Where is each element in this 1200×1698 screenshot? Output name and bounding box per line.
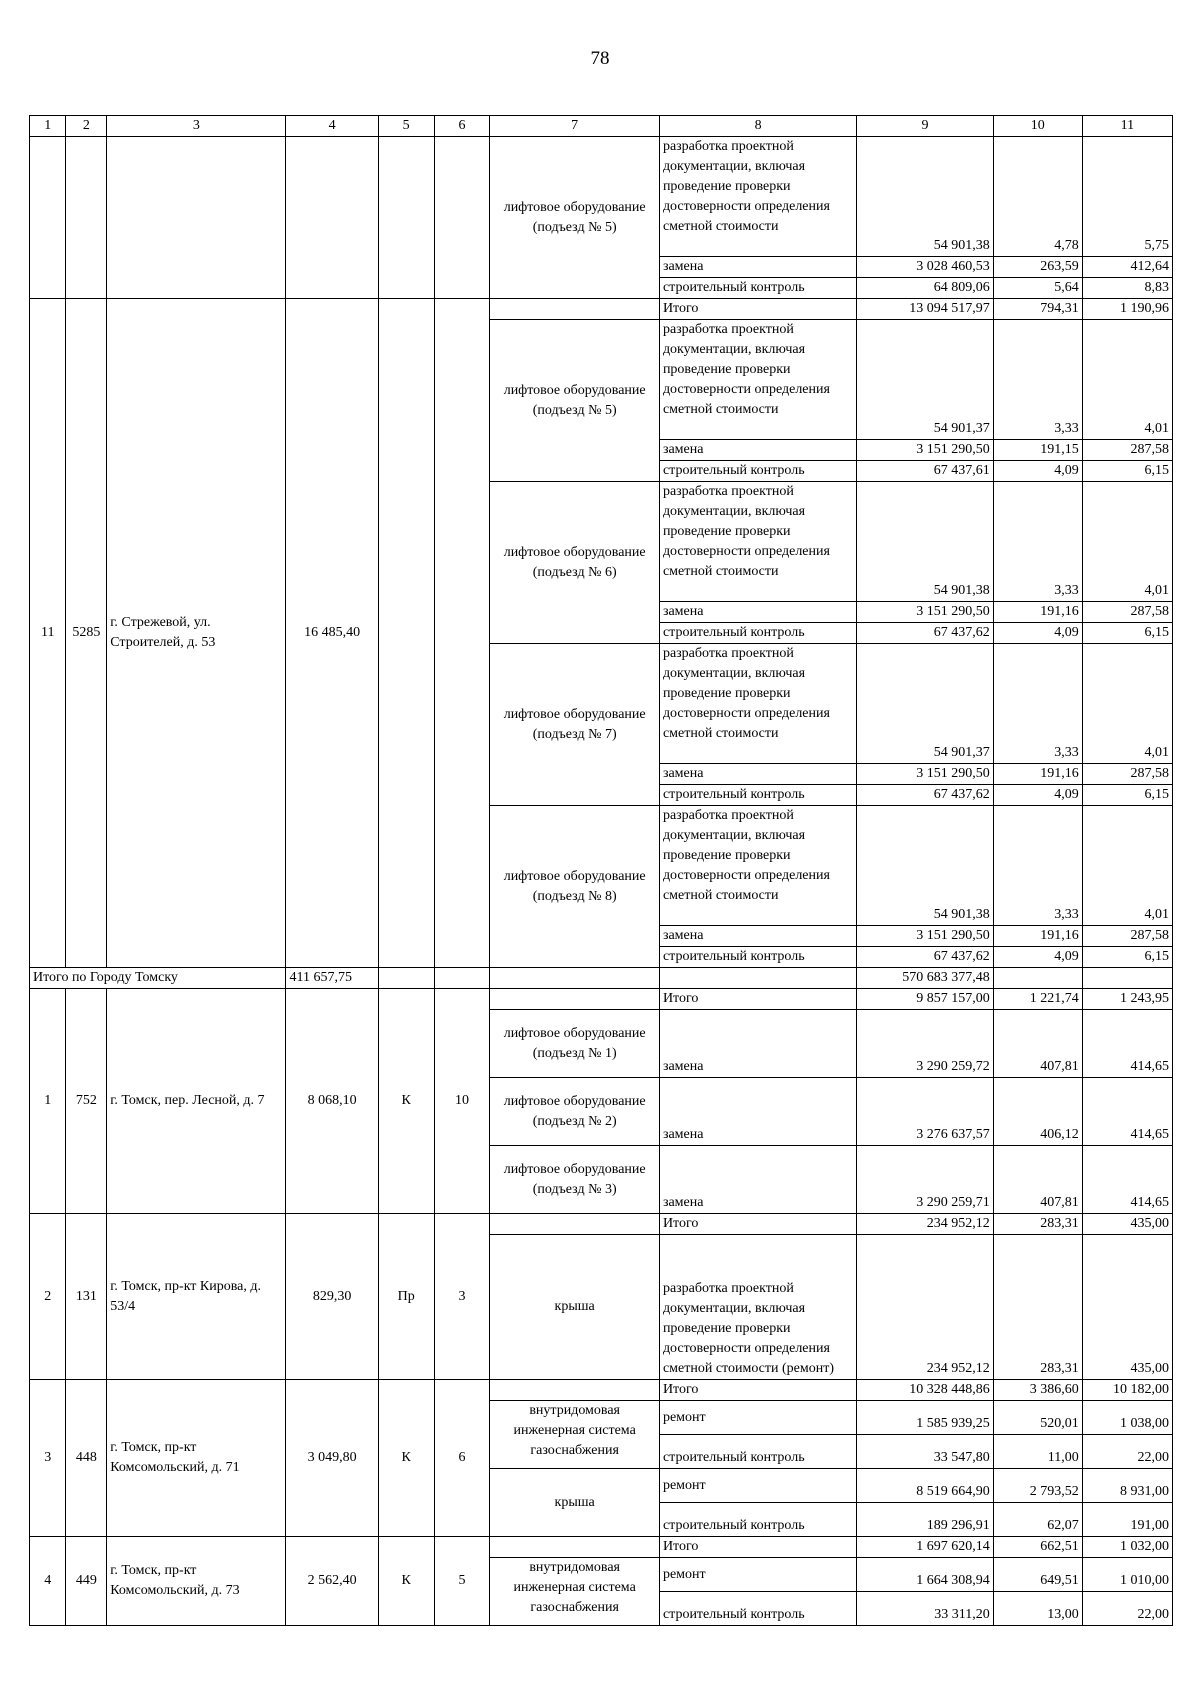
- cost-per-area-cell: 191,16: [993, 602, 1082, 623]
- work-cell: замена: [659, 926, 856, 947]
- header-cell: 7: [490, 116, 660, 137]
- house-code-cell: 448: [66, 1380, 107, 1537]
- work-cell: строительный контроль: [659, 1592, 856, 1626]
- work-cell: строительный контроль: [659, 461, 856, 482]
- cost-cell: 67 437,62: [857, 785, 993, 806]
- work-cell: замена: [659, 1010, 856, 1078]
- cost-per-area-cell: 5,64: [993, 278, 1082, 299]
- empty-cell: [66, 137, 107, 299]
- cost-cell: 3 151 290,50: [857, 440, 993, 461]
- cost-per-area-cell: 4,09: [993, 785, 1082, 806]
- cost-cell: 54 901,37: [857, 320, 993, 440]
- element-cell: лифтовое оборудование (подъезд № 7): [490, 644, 660, 806]
- cost-cell: 1 585 939,25: [857, 1401, 993, 1435]
- cost-cell: 54 901,38: [857, 806, 993, 926]
- element-cell: лифтовое оборудование (подъезд № 6): [490, 482, 660, 644]
- cost-cell: 10 328 448,86: [857, 1380, 993, 1401]
- header-cell: 1: [30, 116, 66, 137]
- house-code-cell: 5285: [66, 299, 107, 968]
- cost-limit-cell: 6,15: [1082, 623, 1172, 644]
- address-cell: г. Томск, пр-кт Кирова, д. 53/4: [107, 1214, 286, 1380]
- cost-limit-cell: 1 032,00: [1082, 1537, 1172, 1558]
- cost-limit-cell: 191,00: [1082, 1503, 1172, 1537]
- table-row: [30, 299, 1173, 320]
- empty-cell: [490, 1380, 660, 1401]
- cost-per-area-cell: 649,51: [993, 1558, 1082, 1592]
- cost-cell: 3 276 637,57: [857, 1078, 993, 1146]
- wall-type-cell: К: [378, 1537, 434, 1626]
- header-cell: 8: [659, 116, 856, 137]
- cost-cell: 3 151 290,50: [857, 764, 993, 785]
- work-cell: замена: [659, 602, 856, 623]
- work-cell: строительный контроль: [659, 785, 856, 806]
- cost-limit-cell: 287,58: [1082, 764, 1172, 785]
- floors-cell: 5: [434, 1537, 490, 1626]
- table-row: [30, 137, 1173, 257]
- cost-cell: 54 901,38: [857, 482, 993, 602]
- cost-per-area-cell: 3,33: [993, 806, 1082, 926]
- city-total-sum: 570 683 377,48: [857, 968, 993, 989]
- work-cell: строительный контроль: [659, 278, 856, 299]
- element-cell: лифтовое оборудование (подъезд № 5): [490, 137, 660, 299]
- work-cell: замена: [659, 440, 856, 461]
- work-cell: Итого: [659, 1537, 856, 1558]
- table-row: [30, 989, 1173, 1010]
- cost-limit-cell: 22,00: [1082, 1435, 1172, 1469]
- empty-cell: [1082, 968, 1172, 989]
- house-code-cell: 752: [66, 989, 107, 1214]
- cost-limit-cell: 6,15: [1082, 461, 1172, 482]
- cost-cell: 9 857 157,00: [857, 989, 993, 1010]
- wall-type-cell: К: [378, 989, 434, 1214]
- city-total-area: 411 657,75: [286, 968, 378, 989]
- table-row: [30, 1214, 1173, 1235]
- cost-limit-cell: 412,64: [1082, 257, 1172, 278]
- cost-per-area-cell: 3 386,60: [993, 1380, 1082, 1401]
- element-cell: лифтовое оборудование (подъезд № 2): [490, 1078, 660, 1146]
- cost-per-area-cell: 4,78: [993, 137, 1082, 257]
- address-cell: г. Томск, пр-кт Комсомольский, д. 73: [107, 1537, 286, 1626]
- header-cell: 4: [286, 116, 378, 137]
- empty-cell: [434, 137, 490, 299]
- house-code-cell: 131: [66, 1214, 107, 1380]
- work-cell: разработка проектной документации, включая проведение проверки достоверности определения сметной стоимости: [659, 137, 856, 257]
- wall-type-cell: Пр: [378, 1214, 434, 1380]
- cost-limit-cell: 6,15: [1082, 785, 1172, 806]
- work-cell: Итого: [659, 989, 856, 1010]
- cost-limit-cell: 1 038,00: [1082, 1401, 1172, 1435]
- row-number-cell: 11: [30, 299, 66, 968]
- work-cell: ремонт: [659, 1558, 856, 1592]
- work-cell: строительный контроль: [659, 623, 856, 644]
- row-number-cell: 2: [30, 1214, 66, 1380]
- cost-limit-cell: 6,15: [1082, 947, 1172, 968]
- cost-per-area-cell: 4,09: [993, 947, 1082, 968]
- cost-limit-cell: 22,00: [1082, 1592, 1172, 1626]
- header-cell: 9: [857, 116, 993, 137]
- address-cell: г. Стрежевой, ул. Строителей, д. 53: [107, 299, 286, 968]
- empty-cell: [490, 989, 660, 1010]
- cost-cell: 234 952,12: [857, 1235, 993, 1380]
- work-cell: замена: [659, 1078, 856, 1146]
- cost-cell: 13 094 517,97: [857, 299, 993, 320]
- cost-per-area-cell: 13,00: [993, 1592, 1082, 1626]
- area-cell: 829,30: [286, 1214, 378, 1380]
- cost-cell: 3 290 259,71: [857, 1146, 993, 1214]
- cost-per-area-cell: 62,07: [993, 1503, 1082, 1537]
- cost-limit-cell: 4,01: [1082, 320, 1172, 440]
- cost-limit-cell: 435,00: [1082, 1214, 1172, 1235]
- cost-limit-cell: 10 182,00: [1082, 1380, 1172, 1401]
- capital-repair-table: [29, 115, 1173, 1626]
- area-cell: 2 562,40: [286, 1537, 378, 1626]
- header-cell: 3: [107, 116, 286, 137]
- work-cell: замена: [659, 1146, 856, 1214]
- work-cell: разработка проектной документации, включая проведение проверки достоверности определения сметной стоимости (ремонт): [659, 1235, 856, 1380]
- cost-limit-cell: 5,75: [1082, 137, 1172, 257]
- work-cell: Итого: [659, 1380, 856, 1401]
- work-cell: разработка проектной документации, включая проведение проверки достоверности определения сметной стоимости: [659, 482, 856, 602]
- cost-cell: 54 901,37: [857, 644, 993, 764]
- element-cell: крыша: [490, 1235, 660, 1380]
- cost-per-area-cell: 662,51: [993, 1537, 1082, 1558]
- empty-cell: [30, 137, 66, 299]
- empty-cell: [659, 968, 856, 989]
- area-cell: 8 068,10: [286, 989, 378, 1214]
- cost-per-area-cell: 191,16: [993, 926, 1082, 947]
- house-code-cell: 449: [66, 1537, 107, 1626]
- cost-per-area-cell: 283,31: [993, 1235, 1082, 1380]
- cost-limit-cell: 287,58: [1082, 602, 1172, 623]
- work-cell: строительный контроль: [659, 1503, 856, 1537]
- element-cell: внутридомовая инженерная система газоснабжения: [490, 1401, 660, 1469]
- cost-cell: 54 901,38: [857, 137, 993, 257]
- wall-type-cell: К: [378, 1380, 434, 1537]
- empty-cell: [378, 968, 434, 989]
- city-total-label: Итого по Городу Томску: [30, 968, 286, 989]
- empty-cell: [490, 968, 660, 989]
- page-number: 78: [590, 48, 610, 69]
- area-cell: 16 485,40: [286, 299, 378, 968]
- cost-per-area-cell: 263,59: [993, 257, 1082, 278]
- cost-cell: 8 519 664,90: [857, 1469, 993, 1503]
- cost-cell: 3 151 290,50: [857, 926, 993, 947]
- work-cell: строительный контроль: [659, 947, 856, 968]
- table-row: [30, 1380, 1173, 1401]
- empty-cell: [490, 1537, 660, 1558]
- cost-per-area-cell: 520,01: [993, 1401, 1082, 1435]
- floors-cell: 10: [434, 989, 490, 1214]
- cost-cell: 33 547,80: [857, 1435, 993, 1469]
- empty-cell: [378, 137, 434, 299]
- work-cell: ремонт: [659, 1401, 856, 1435]
- cost-per-area-cell: 191,15: [993, 440, 1082, 461]
- area-cell: 3 049,80: [286, 1380, 378, 1537]
- cost-cell: 67 437,61: [857, 461, 993, 482]
- header-cell: 11: [1082, 116, 1172, 137]
- cost-per-area-cell: 794,31: [993, 299, 1082, 320]
- cost-per-area-cell: 3,33: [993, 320, 1082, 440]
- cost-limit-cell: 4,01: [1082, 482, 1172, 602]
- header-row: [30, 116, 1173, 137]
- cost-limit-cell: 1 243,95: [1082, 989, 1172, 1010]
- cost-per-area-cell: 4,09: [993, 461, 1082, 482]
- address-cell: г. Томск, пер. Лесной, д. 7: [107, 989, 286, 1214]
- empty-cell: [490, 1214, 660, 1235]
- empty-cell: [993, 968, 1082, 989]
- cost-limit-cell: 1 190,96: [1082, 299, 1172, 320]
- cost-cell: 33 311,20: [857, 1592, 993, 1626]
- element-cell: крыша: [490, 1469, 660, 1537]
- cost-limit-cell: 414,65: [1082, 1010, 1172, 1078]
- header-cell: 5: [378, 116, 434, 137]
- element-cell: лифтовое оборудование (подъезд № 8): [490, 806, 660, 968]
- row-number-cell: 1: [30, 989, 66, 1214]
- cost-cell: 3 028 460,53: [857, 257, 993, 278]
- cost-cell: 189 296,91: [857, 1503, 993, 1537]
- cost-cell: 67 437,62: [857, 947, 993, 968]
- table-row: [30, 1537, 1173, 1558]
- address-cell: г. Томск, пр-кт Комсомольский, д. 71: [107, 1380, 286, 1537]
- work-cell: замена: [659, 764, 856, 785]
- element-cell: внутридомовая инженерная система газоснабжения: [490, 1558, 660, 1626]
- work-cell: ремонт: [659, 1469, 856, 1503]
- element-cell: лифтовое оборудование (подъезд № 5): [490, 320, 660, 482]
- floors-cell: 6: [434, 1380, 490, 1537]
- cost-limit-cell: 8 931,00: [1082, 1469, 1172, 1503]
- empty-cell: [434, 299, 490, 968]
- cost-per-area-cell: 3,33: [993, 482, 1082, 602]
- empty-cell: [286, 137, 378, 299]
- work-cell: разработка проектной документации, включая проведение проверки достоверности определения сметной стоимости: [659, 644, 856, 764]
- cost-limit-cell: 414,65: [1082, 1078, 1172, 1146]
- cost-cell: 3 290 259,72: [857, 1010, 993, 1078]
- work-cell: Итого: [659, 299, 856, 320]
- cost-limit-cell: 287,58: [1082, 440, 1172, 461]
- element-cell: лифтовое оборудование (подъезд № 3): [490, 1146, 660, 1214]
- city-total-row: [30, 968, 1173, 989]
- cost-cell: 67 437,62: [857, 623, 993, 644]
- cost-limit-cell: 1 010,00: [1082, 1558, 1172, 1592]
- work-cell: разработка проектной документации, включая проведение проверки достоверности определения сметной стоимости: [659, 806, 856, 926]
- empty-cell: [378, 299, 434, 968]
- empty-cell: [434, 968, 490, 989]
- header-cell: 6: [434, 116, 490, 137]
- cost-per-area-cell: 283,31: [993, 1214, 1082, 1235]
- cost-per-area-cell: 407,81: [993, 1010, 1082, 1078]
- cost-per-area-cell: 407,81: [993, 1146, 1082, 1214]
- cost-per-area-cell: 406,12: [993, 1078, 1082, 1146]
- element-cell: лифтовое оборудование (подъезд № 1): [490, 1010, 660, 1078]
- cost-limit-cell: 4,01: [1082, 644, 1172, 764]
- cost-cell: 3 151 290,50: [857, 602, 993, 623]
- cost-cell: 234 952,12: [857, 1214, 993, 1235]
- empty-cell: [490, 299, 660, 320]
- work-cell: строительный контроль: [659, 1435, 856, 1469]
- cost-per-area-cell: 1 221,74: [993, 989, 1082, 1010]
- row-number-cell: 3: [30, 1380, 66, 1537]
- empty-cell: [107, 137, 286, 299]
- cost-per-area-cell: 4,09: [993, 623, 1082, 644]
- row-number-cell: 4: [30, 1537, 66, 1626]
- work-cell: разработка проектной документации, включая проведение проверки достоверности определения сметной стоимости: [659, 320, 856, 440]
- header-cell: 2: [66, 116, 107, 137]
- cost-per-area-cell: 3,33: [993, 644, 1082, 764]
- cost-limit-cell: 4,01: [1082, 806, 1172, 926]
- floors-cell: 3: [434, 1214, 490, 1380]
- header-cell: 10: [993, 116, 1082, 137]
- work-cell: замена: [659, 257, 856, 278]
- cost-per-area-cell: 191,16: [993, 764, 1082, 785]
- cost-per-area-cell: 11,00: [993, 1435, 1082, 1469]
- cost-cell: 64 809,06: [857, 278, 993, 299]
- cost-limit-cell: 435,00: [1082, 1235, 1172, 1380]
- cost-cell: 1 664 308,94: [857, 1558, 993, 1592]
- cost-limit-cell: 287,58: [1082, 926, 1172, 947]
- cost-per-area-cell: 2 793,52: [993, 1469, 1082, 1503]
- work-cell: Итого: [659, 1214, 856, 1235]
- cost-limit-cell: 414,65: [1082, 1146, 1172, 1214]
- cost-cell: 1 697 620,14: [857, 1537, 993, 1558]
- cost-limit-cell: 8,83: [1082, 278, 1172, 299]
